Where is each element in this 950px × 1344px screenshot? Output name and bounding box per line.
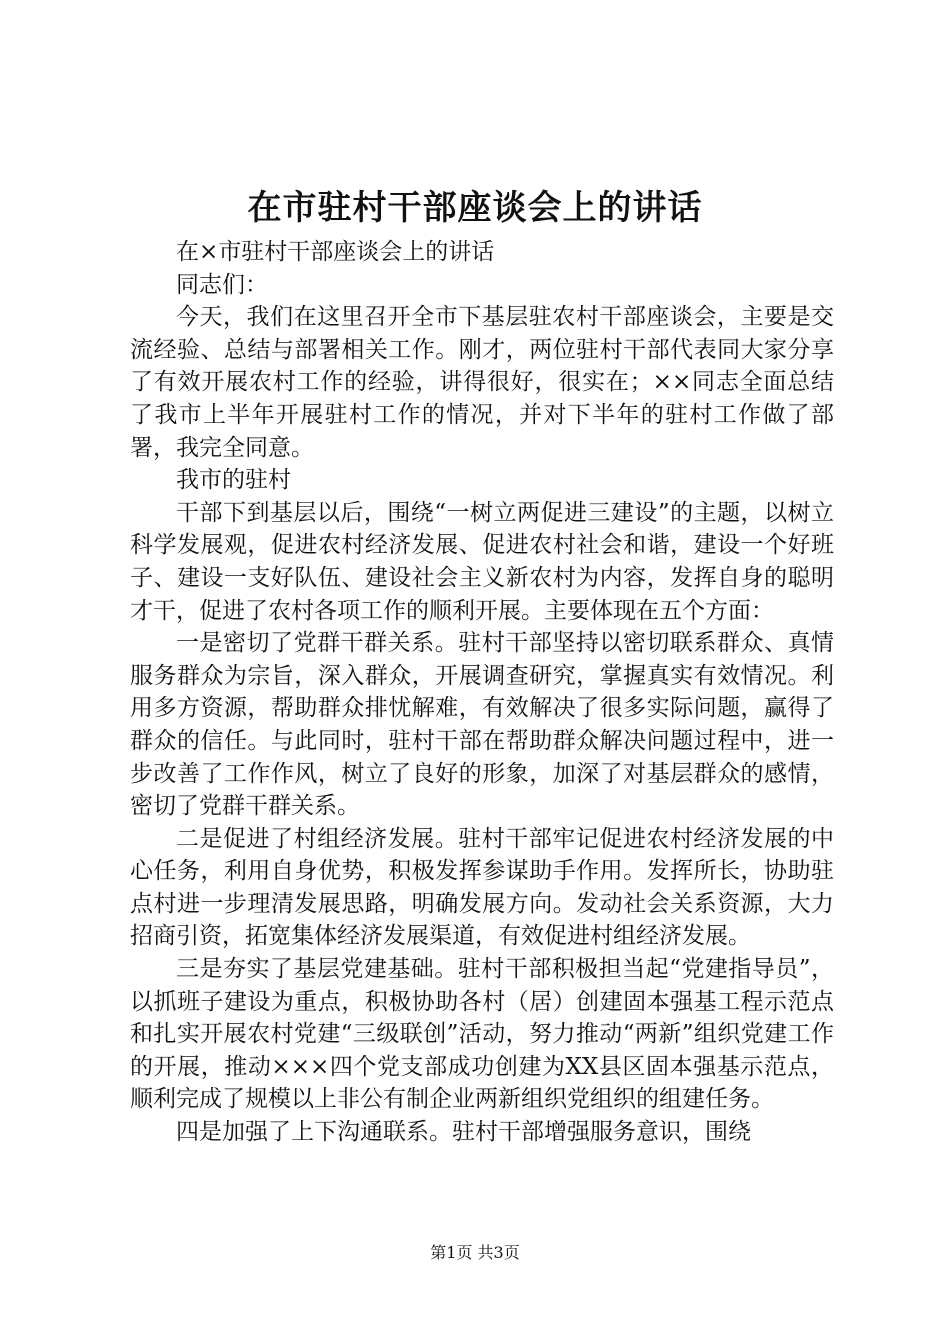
paragraph-salutation: 同志们： (176, 271, 268, 298)
paragraph-opening: 今天，我们在这里召开全市下基层驻农村干部座谈会，主要是交流经验、总结与部署相关工作。刚才，两位驻村干部代表同大家分享了有效开展农村工作的经验，讲得很好，很实在；××同志全面总结了我市上半年开展驻村工作的情况，并对下半年的驻村工作做了部署，我完全同意。 (130, 304, 834, 461)
document-title: 在市驻村干部座谈会上的讲话 (247, 188, 703, 228)
paragraph-point-1: 一是密切了党群干群关系。驻村干部坚持以密切联系群众、真情服务群众为宗旨，深入群众，开展调查研究，掌握真实有效情况。利用多方资源，帮助群众排忧解难，有效解决了很多实际问题，赢得了群众的信任。与此同时，驻村干部在帮助群众解决问题过程中，进一步改善了工作作风，树立了良好的形象，加深了对基层群众的感情，密切了党群干群关系。 (130, 630, 834, 820)
page-footer: 第1页 共3页 (430, 1243, 520, 1262)
paragraph-point-2: 二是促进了村组经济发展。驻村干部牢记促进农村经济发展的中心任务，利用自身优势，积极发挥参谋助手作用。发挥所长，协助驻点村进一步理清发展思路，明确发展方向。发动社会关系资源，大力招商引资，拓宽集体经济发展渠道，有效促进村组经济发展。 (130, 825, 834, 950)
paragraph-fragment: 我市的驻村 (176, 467, 291, 494)
paragraph-point-3: 三是夯实了基层党建基础。驻村干部积极担当起“党建指导员”，以抓班子建设为重点，积极协助各村（居）创建固本强基工程示范点和扎实开展农村党建“三级联创”活动，努力推动“两新”组织党建工作的开展，推动×××四个党支部成功创建为XX县区固本强基示范点，顺利完成了规模以上非公有制企业两新组织党组织的组建任务。 (130, 956, 834, 1113)
paragraph-point-4: 四是加强了上下沟通联系。驻村干部增强服务意识，围绕 (176, 1119, 751, 1146)
document-body (130, 236, 834, 1149)
paragraph-subtitle: 在×市驻村干部座谈会上的讲话 (176, 239, 495, 265)
paragraph-overview: 干部下到基层以后，围绕“一树立两促进三建设”的主题，以树立科学发展观，促进农村经济发展、促进农村社会和谐，建设一个好班子、建设一支好队伍、建设社会主义新农村为内容，发挥自身的聪明才干，促进了农村各项工作的顺利开展。主要体现在五个方面： (130, 499, 834, 624)
